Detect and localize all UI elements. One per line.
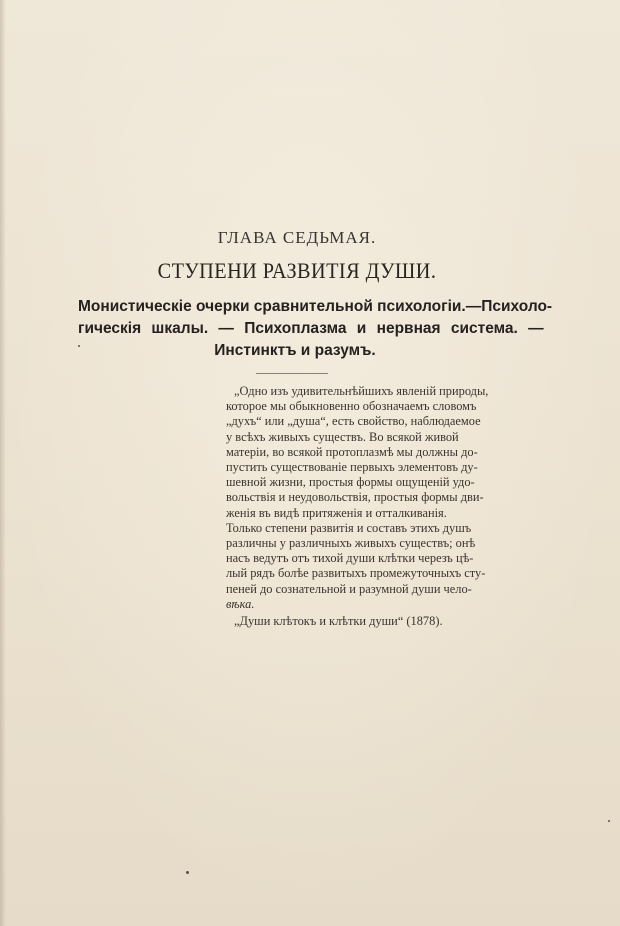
chapter-subtitle	[78, 296, 553, 362]
paper-speck	[78, 345, 80, 347]
epigraph-line: пустить существованіе первыхъ элементовъ ду-	[226, 460, 478, 475]
epigraph-line: матеріи, во всякой протоплазмѣ мы должны до-	[226, 444, 478, 459]
epigraph-line: различны у различныхъ живыхъ существъ; онѣ	[226, 536, 476, 551]
epigraph-line: „Одно изъ удивительнѣйшихъ явленій природы,	[234, 384, 489, 398]
subtitle-line: Инстинктъ и разумъ.	[214, 342, 376, 359]
epigraph-line: у всѣхъ живыхъ существъ. Во всякой живой	[226, 429, 459, 444]
subtitle-line: Монистическіе очерки сравнительной психологіи.—Психоло-	[78, 298, 553, 315]
paper-speck	[608, 820, 610, 822]
epigraph-line: вѣка.	[226, 596, 255, 611]
page-edge-shadow	[0, 0, 6, 926]
epigraph	[226, 384, 516, 629]
epigraph-line: которое мы обыкновенно обозначаемъ словомъ	[226, 399, 477, 414]
epigraph-line: лый рядъ болѣе развитыхъ промежуточныхъ сту-	[226, 566, 486, 581]
epigraph-line: пеней до сознательной и разумной души чело-	[226, 581, 472, 596]
epigraph-line: вольствія и неудовольствія, простыя формы дви-	[226, 490, 484, 505]
divider-rule	[256, 373, 328, 374]
chapter-heading: ГЛАВА СЕДЬМАЯ.	[217, 228, 377, 247]
subtitle-line: гическія шкалы. — Психоплазма и нервная система. —	[78, 320, 544, 337]
epigraph-line: „духъ“ или „душа“, есть свойство, наблюдаемое	[226, 414, 481, 429]
epigraph-line: женія въ видѣ притяженія и отталкиванія.	[226, 505, 447, 520]
paper-speck	[186, 871, 189, 874]
epigraph-line: насъ ведутъ отъ тихой души клѣтки черезъ цѣ-	[226, 551, 474, 566]
epigraph-line: шевной жизни, простыя формы ощущеній удо-	[226, 475, 475, 490]
epigraph-source: „Души клѣтокъ и клѣтки души“ (1878).	[234, 614, 443, 629]
chapter-title: СТУПЕНИ РАЗВИТІЯ ДУШИ.	[157, 258, 437, 283]
epigraph-line: Только степени развитія и составъ этихъ душъ	[226, 520, 472, 535]
